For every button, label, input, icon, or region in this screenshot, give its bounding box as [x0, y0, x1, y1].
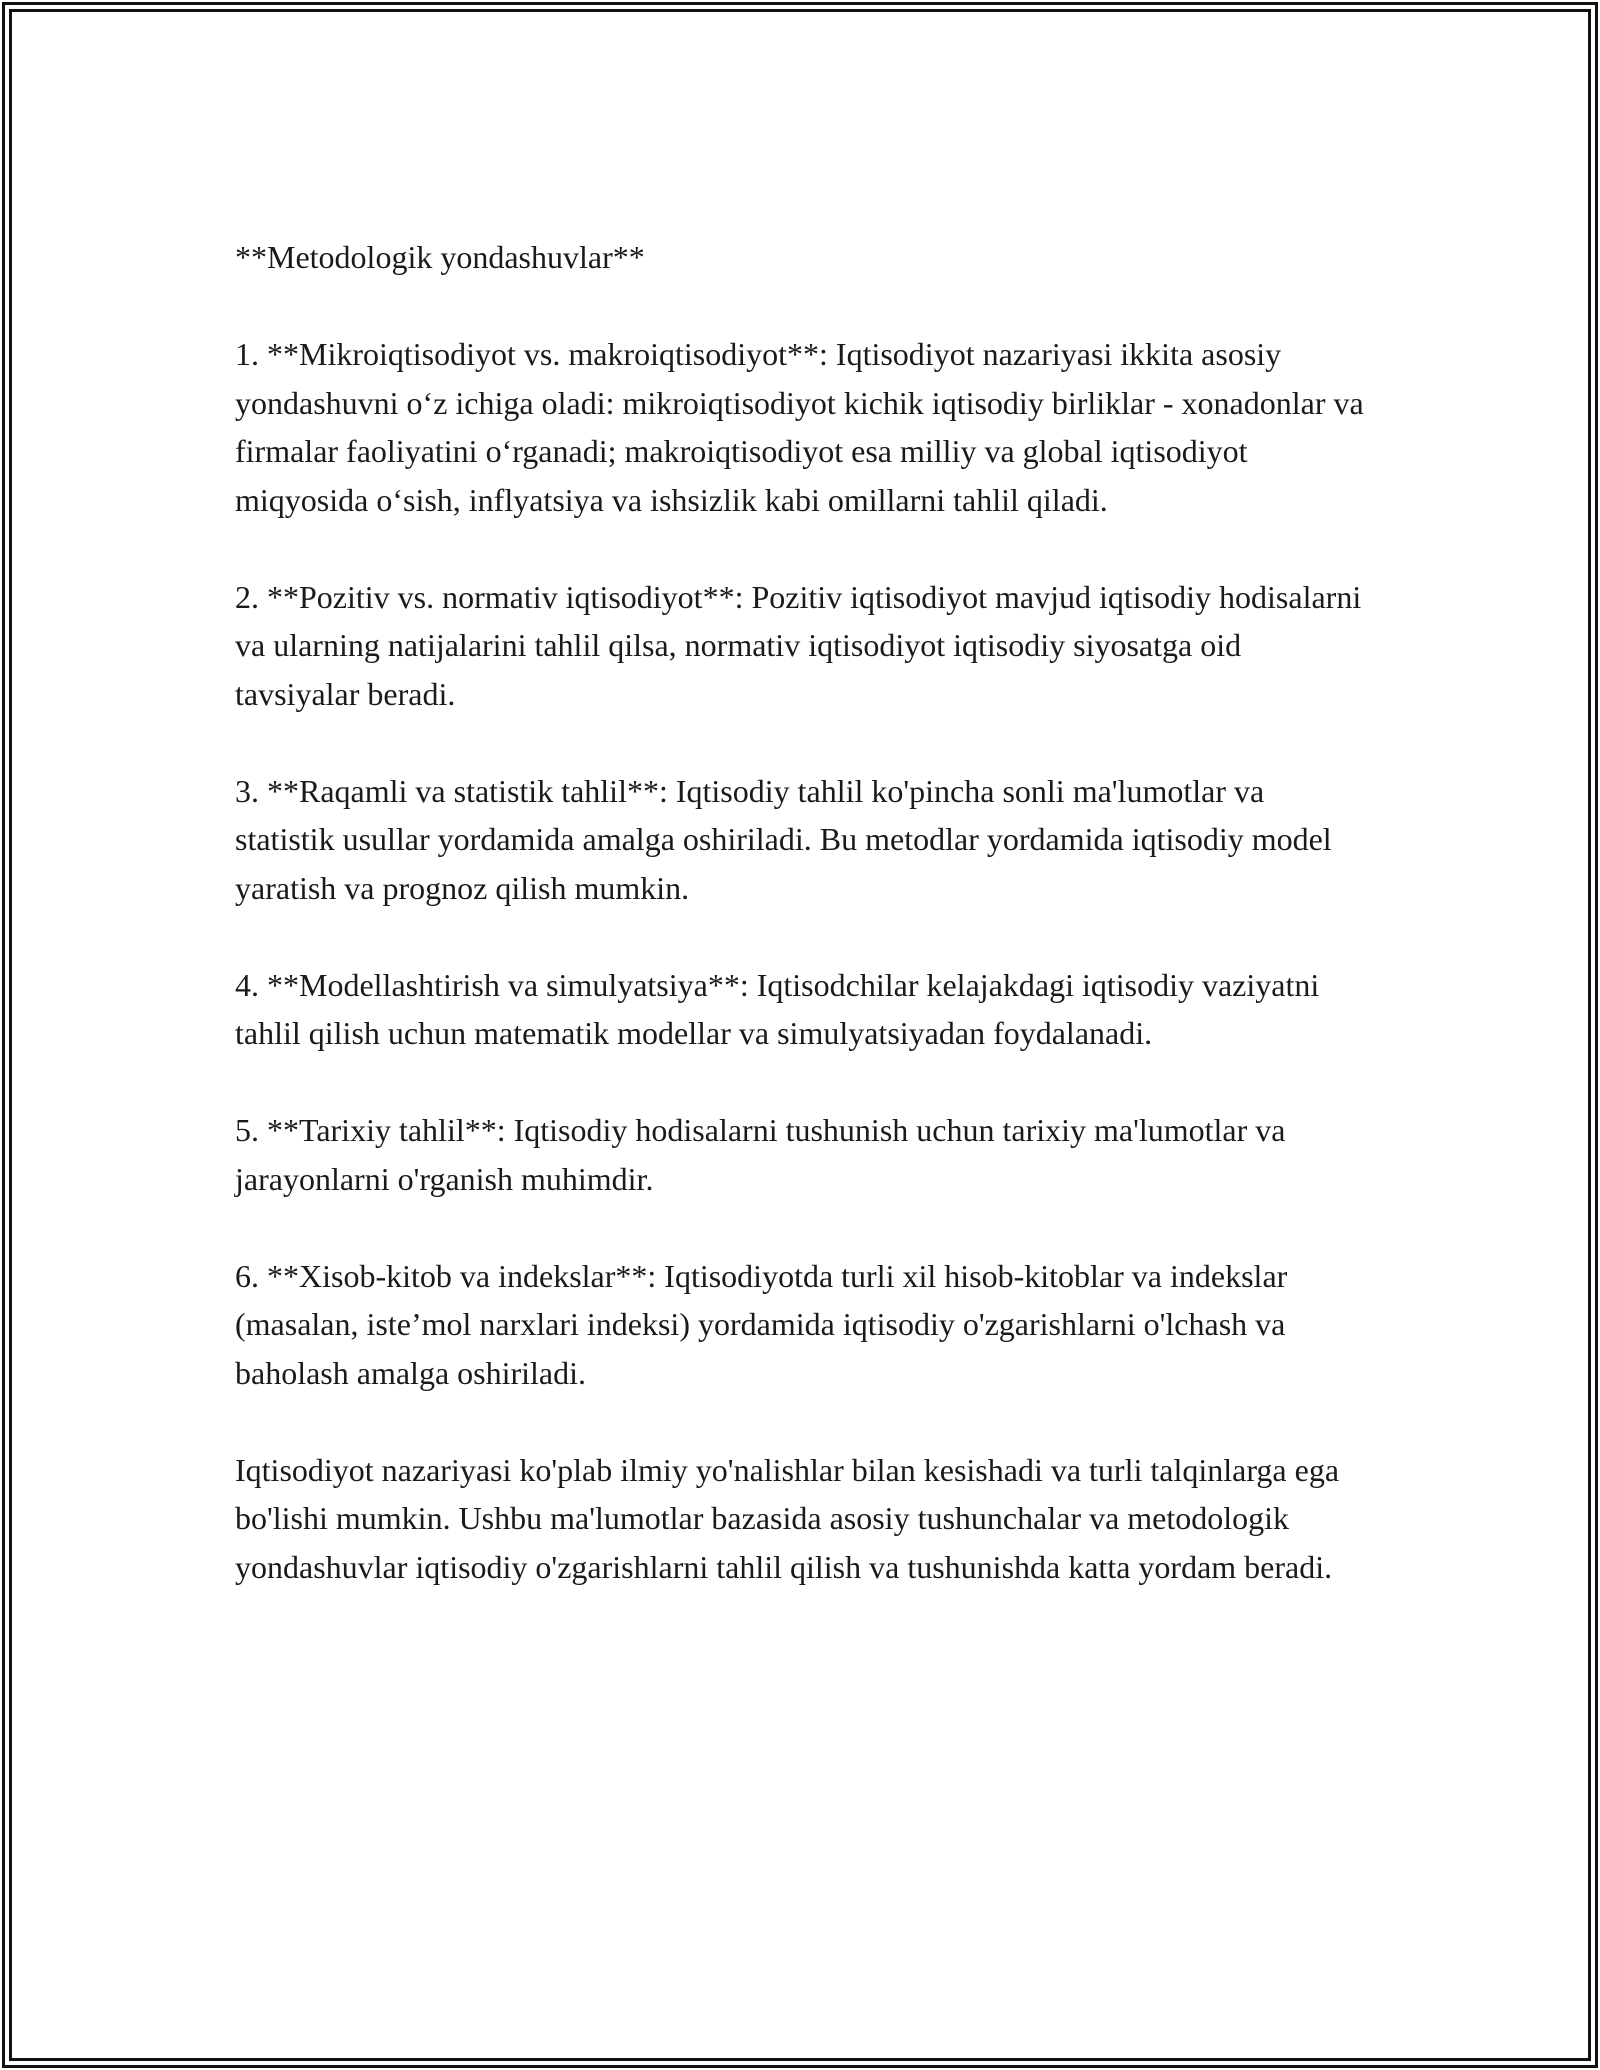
document-body: [235, 233, 1365, 1640]
conclusion-paragraph: Iqtisodiyot nazariyasi ko'plab ilmiy yo'nalishlar bilan kesishadi va turli talqinlarga ega bo'lishi mumkin. Ushbu ma'lumotlar bazasida asosiy tushunchalar va metodologik yondashuvlar iqtisodiy o'zgarishlarni tahlil qilish va tushunishda katta yordam beradi.: [235, 1451, 1340, 1585]
list-item-1: 1. **Mikroiqtisodiyot vs. makroiqtisodiyot**: Iqtisodiyot nazariyasi ikkita asosiy yondashuvni o‘z ichiga oladi: mikroiqtisodiyot kichik iqtisodiy birliklar - xonadonlar va firmalar faoliyatini o‘rganadi; makroiqtisodiyot esa milliy va global iqtisodiyot miqyosida o‘sish, inflyatsiya va ishsizlik kabi omillarni tahlil qiladi.: [235, 336, 1364, 518]
document-heading: **Metodologik yondashuvlar**: [235, 239, 645, 275]
list-item-2: 2. **Pozitiv vs. normativ iqtisodiyot**: Pozitiv iqtisodiyot mavjud iqtisodiy hodisalarni va ularning natijalarini tahlil qilsa, normativ iqtisodiyot iqtisodiy siyosatga oid tavsiyalar beradi.: [235, 578, 1362, 712]
list-item-5: 5. **Tarixiy tahlil**: Iqtisodiy hodisalarni tushunish uchun tarixiy ma'lumotlar va jarayonlarni o'rganish muhimdir.: [235, 1112, 1286, 1197]
list-item-3: 3. **Raqamli va statistik tahlil**: Iqtisodiy tahlil ko'pincha sonli ma'lumotlar va statistik usullar yordamida amalga oshiriladi. Bu metodlar yordamida iqtisodiy model yaratish va prognoz qilish mumkin.: [235, 772, 1332, 906]
list-item-6: 6. **Xisob-kitob va indekslar**: Iqtisodiyotda turli xil hisob-kitoblar va indekslar (masalan, iste’mol narxlari indeksi) yordamida iqtisodiy o'zgarishlarni o'lchash va baholash amalga oshiriladi.: [235, 1257, 1288, 1391]
list-item-4: 4. **Modellashtirish va simulyatsiya**: Iqtisodchilar kelajakdagi iqtisodiy vaziyatni tahlil qilish uchun matematik modellar va simulyatsiyadan foydalanadi.: [235, 966, 1320, 1051]
